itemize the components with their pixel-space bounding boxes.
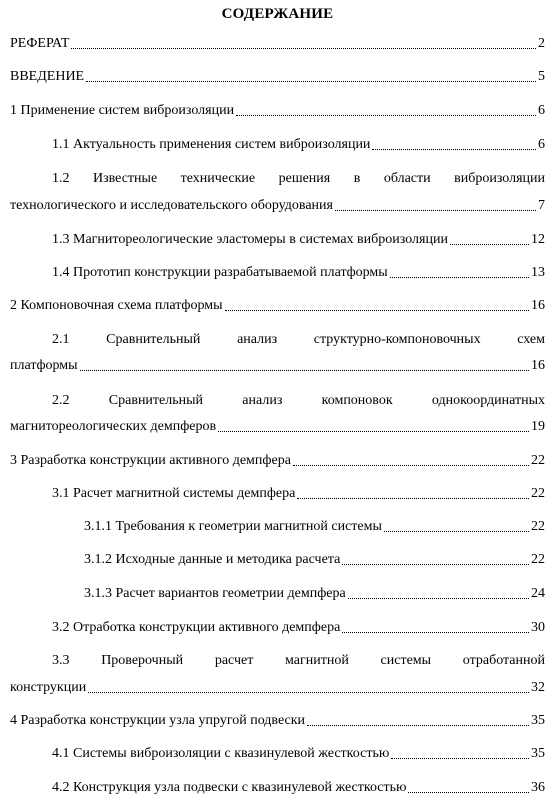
toc-leader-dots	[342, 564, 529, 565]
toc-entry-label: платформы	[10, 358, 78, 373]
toc-leader-dots	[450, 244, 529, 245]
toc-entry-page: 22	[531, 453, 545, 468]
toc-leader-dots	[218, 431, 529, 432]
toc-entry[interactable]	[52, 619, 545, 637]
toc-entry-label: 3.1.3 Расчет вариантов геометрии демпфера	[84, 586, 346, 601]
toc-entry-page: 12	[531, 232, 545, 247]
toc-entry[interactable]	[52, 231, 545, 249]
toc-entry-label: ВВЕДЕНИЕ	[10, 69, 85, 84]
toc-entry-first-line[interactable]: 3.3 Проверочный расчет магнитной системы отработанной	[52, 653, 545, 668]
toc-entry-label: 2 Компоновочная схема платформы	[10, 298, 223, 313]
toc-entry[interactable]	[52, 264, 545, 282]
toc-entry[interactable]	[10, 357, 545, 375]
toc-leader-dots	[86, 81, 536, 82]
toc-leader-dots	[80, 370, 529, 371]
toc-entry[interactable]	[84, 551, 545, 569]
toc-entry[interactable]	[84, 518, 545, 536]
toc-leader-dots	[384, 531, 529, 532]
toc-entry-first-line[interactable]: 1.2 Известные технические решения в области виброизоляции	[52, 171, 545, 186]
toc-entry-first-line[interactable]: 2.2 Сравнительный анализ компоновок однокоординатных	[52, 393, 545, 408]
toc-entry[interactable]	[84, 585, 545, 603]
toc-entry-page: 5	[538, 69, 545, 84]
toc-entry[interactable]	[52, 745, 545, 763]
toc-entry-label: 3.1 Расчет магнитной системы демпфера	[52, 486, 296, 501]
toc-leader-dots	[372, 149, 536, 150]
toc-leader-dots	[71, 48, 536, 49]
toc-leader-dots	[348, 598, 529, 599]
toc-entry-label: конструкции	[10, 680, 87, 695]
toc-entry[interactable]	[52, 779, 545, 797]
toc-entry-page: 30	[531, 620, 545, 635]
toc-entry-label: магнитореологических демпферов	[10, 419, 217, 434]
toc-leader-dots	[335, 210, 536, 211]
toc-entry-page: 16	[531, 358, 545, 373]
toc-entry-page: 35	[531, 746, 545, 761]
toc-entry-page: 6	[538, 137, 545, 152]
toc-entry[interactable]	[10, 297, 545, 315]
toc-entry-page: 2	[538, 36, 545, 51]
toc-entry-label: 4 Разработка конструкции узла упругой подвески	[10, 713, 306, 728]
toc-leader-dots	[391, 758, 529, 759]
page-title: СОДЕРЖАНИЕ	[221, 6, 334, 22]
toc-leader-dots	[297, 498, 529, 499]
toc-entry-label: 4.2 Конструкция узла подвески с квазинулевой жесткостью	[52, 780, 407, 795]
toc-entry-label: 1.4 Прототип конструкции разрабатываемой платформы	[52, 265, 388, 280]
toc-entry-page: 7	[538, 198, 545, 213]
toc-entry-label: 4.1 Системы виброизоляции с квазинулевой жесткостью	[52, 746, 390, 761]
toc-leader-dots	[342, 632, 529, 633]
toc-entry-page: 35	[531, 713, 545, 728]
toc-entry[interactable]	[10, 712, 545, 730]
toc-entry-label: 3 Разработка конструкции активного демпфера	[10, 453, 291, 468]
toc-entry-label: 3.2 Отработка конструкции активного демпфера	[52, 620, 341, 635]
toc-entry-page: 22	[531, 486, 545, 501]
toc-entry-page: 32	[531, 680, 545, 695]
toc-entry[interactable]	[10, 418, 545, 436]
toc-leader-dots	[408, 792, 529, 793]
toc-entry-label: 3.1.2 Исходные данные и методика расчета	[84, 552, 341, 567]
toc-entry[interactable]	[52, 485, 545, 503]
toc-entry[interactable]	[10, 452, 545, 470]
toc-entry-page: 36	[531, 780, 545, 795]
toc-leader-dots	[293, 465, 529, 466]
toc-entry-label: 1.1 Актуальность применения систем виброизоляции	[52, 137, 371, 152]
toc-entry-page: 6	[538, 103, 545, 118]
toc-entry[interactable]	[10, 102, 545, 120]
toc-entry-page: 22	[531, 552, 545, 567]
toc-leader-dots	[390, 277, 529, 278]
toc-entry-first-line[interactable]: 2.1 Сравнительный анализ структурно-компоновочных схем	[52, 332, 545, 347]
toc-entry-label: 1.3 Магнитореологические эластомеры в системах виброизоляции	[52, 232, 448, 247]
toc-entry[interactable]	[10, 35, 545, 53]
toc-entry-label: технологического и исследовательского оборудования	[10, 198, 333, 213]
toc-entry-page: 22	[531, 519, 545, 534]
toc-leader-dots	[88, 692, 529, 693]
toc-leader-dots	[307, 725, 529, 726]
toc-entry[interactable]	[10, 679, 545, 697]
toc-entry-page: 24	[531, 586, 545, 601]
toc-entry[interactable]	[10, 68, 545, 86]
toc-entry-label: РЕФЕРАТ	[10, 36, 70, 51]
toc-entry[interactable]	[52, 136, 545, 154]
toc-entry-page: 16	[531, 298, 545, 313]
toc-entry-page: 19	[531, 419, 545, 434]
toc-entry[interactable]	[10, 197, 545, 215]
toc-entry-label: 1 Применение систем виброизоляции	[10, 103, 235, 118]
toc-leader-dots	[236, 115, 536, 116]
toc-entry-label: 3.1.1 Требования к геометрии магнитной системы	[84, 519, 382, 534]
toc-leader-dots	[225, 310, 529, 311]
toc-entry-page: 13	[531, 265, 545, 280]
